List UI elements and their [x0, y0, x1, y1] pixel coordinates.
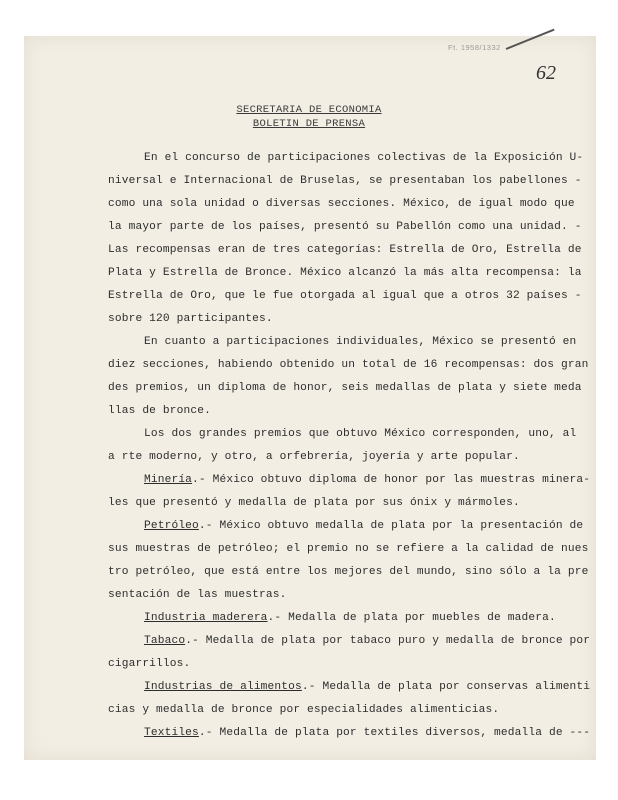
section-text: .- Medalla de plata por tabaco puro y medalla de bronce por: [185, 635, 591, 647]
text-line-14: a rte moderno, y otro, a orfebrería, joyería y arte popular.: [108, 451, 520, 463]
text-line-15: [144, 474, 590, 486]
text-line-5: Las recompensas eran de tres categorías: Estrella de Oro, Estrella de: [108, 244, 582, 256]
text-line-1: En el concurso de participaciones colectivas de la Exposición U-: [144, 152, 584, 164]
section-text: .- Medalla de plata por conservas alimenti: [301, 681, 591, 693]
text-line-25: cias y medalla de bronce por especialidades alimenticias.: [108, 704, 500, 716]
text-line-21: [144, 612, 556, 624]
text-line-6: Plata y Estrella de Bronce. México alcanzó la más alta recompensa: la: [108, 267, 582, 279]
text-line-12: llas de bronce.: [108, 405, 211, 417]
section-title-tabaco: Tabaco: [144, 635, 186, 647]
heading-bulletin: BOLETIN DE PRENSA: [252, 118, 366, 130]
section-title-maderera: Industria maderera: [144, 612, 268, 624]
section-title-textiles: Textiles: [144, 727, 199, 739]
text-line-9: En cuanto a participaciones individuales, México se presentó en: [144, 336, 577, 348]
archive-reference-annotation: Ft. 1958/1332: [448, 43, 501, 52]
section-text: .- México obtuvo medalla de plata por la presentación de: [198, 520, 584, 532]
text-line-4: la mayor parte de los países, presentó su Pabellón como una unidad. -: [108, 221, 582, 233]
page-number-annotation: 62: [536, 62, 556, 84]
section-title-mineria: Minería: [144, 474, 193, 486]
text-line-16: les que presentó y medalla de plata por sus ónix y mármoles.: [108, 497, 520, 509]
section-title-petroleo: Petróleo: [144, 520, 199, 532]
text-line-7: Estrella de Oro, que le fue otorgada al igual que a otros 32 países -: [108, 290, 582, 302]
text-line-13: Los dos grandes premios que obtuvo México corresponden, uno, al: [144, 428, 577, 440]
text-line-3: como una sola unidad o diversas secciones. México, de igual modo que: [108, 198, 575, 210]
section-text: .- Medalla de plata por muebles de madera.: [267, 612, 556, 624]
section-text: .- Medalla de plata por textiles diversos, medalla de ---: [198, 727, 591, 739]
text-line-11: des premios, un diploma de honor, seis medallas de plata y siete meda: [108, 382, 582, 394]
text-line-20: sentación de las muestras.: [108, 589, 287, 601]
text-line-2: niversal e Internacional de Bruselas, se presentaban los pabellones -: [108, 175, 582, 187]
section-title-alimentos: Industrias de alimentos: [144, 681, 302, 693]
text-line-22: [144, 635, 590, 647]
heading-ministry: SECRETARIA DE ECONOMIA: [236, 104, 382, 116]
text-line-19: tro petróleo, que está entre los mejores del mundo, sino sólo a la pre: [108, 566, 589, 578]
text-line-24: [144, 681, 590, 693]
text-line-17: [144, 520, 583, 532]
text-line-23: cigarrillos.: [108, 658, 191, 670]
text-line-18: sus muestras de petróleo; el premio no se refiere a la calidad de nues: [108, 543, 589, 555]
text-line-10: diez secciones, habiendo obtenido un total de 16 recompensas: dos gran: [108, 359, 589, 371]
section-text: .- México obtuvo diploma de honor por las muestras minera-: [192, 474, 591, 486]
text-line-8: sobre 120 participantes.: [108, 313, 273, 325]
document-page: [24, 36, 596, 760]
text-line-26: [144, 727, 590, 739]
